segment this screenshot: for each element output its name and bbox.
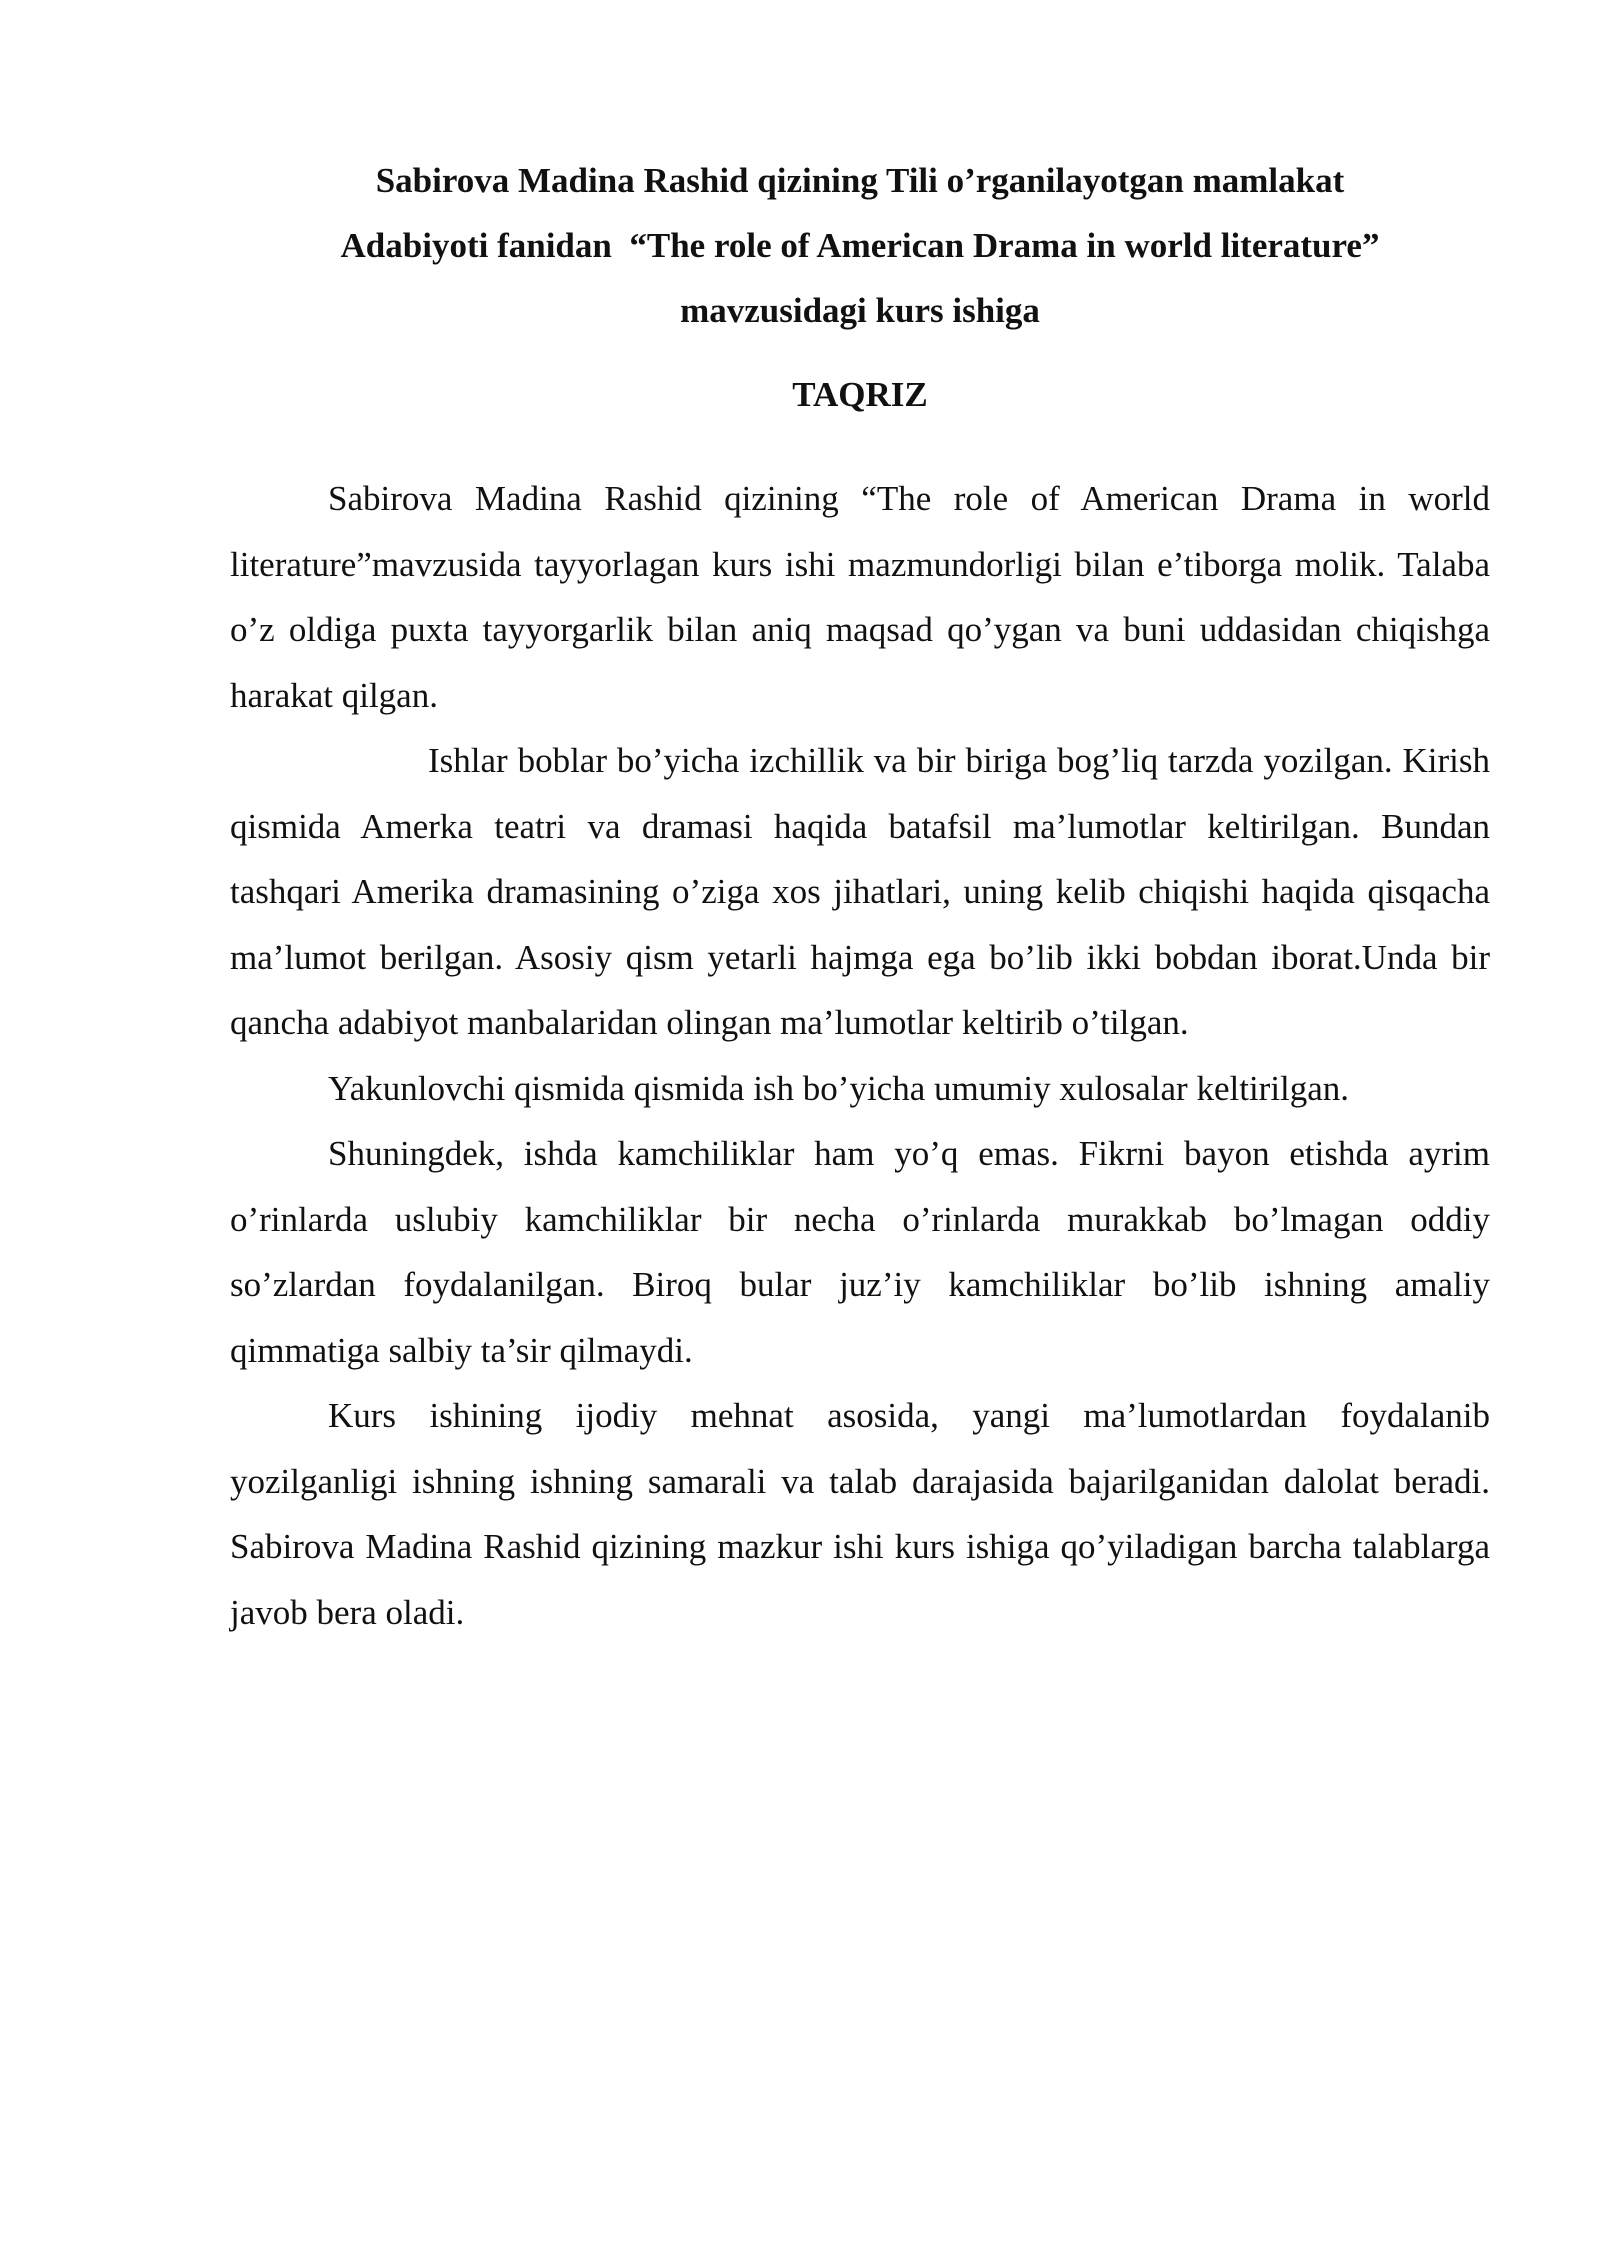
document-title: TAQRIZ bbox=[792, 375, 928, 414]
paragraph-conclusion: Yakunlovchi qismida qismida ish bo’yicha umumiy xulosalar keltirilgan. bbox=[328, 1068, 1350, 1108]
document-heading bbox=[230, 148, 1490, 343]
paragraph-intro: Sabirova Madina Rashid qizining “The role of American Drama in world literature”mavzusida tayyorlagan kurs ishi mazmundorligi bilan e’tiborga molik. Talaba o’z oldiga puxta tayyorgarlik bilan aniq maqsad qo’ygan va buni uddasidan chiqishga harakat qilgan. bbox=[230, 479, 1490, 715]
heading-line-3: mavzusidagi kurs ishiga bbox=[680, 291, 1040, 330]
paragraph-verdict: Kurs ishining ijodiy mehnat asosida, yangi ma’lumotlardan foydalanib yozilganligi ishning ishning samarali va talab darajasida bajarilganidan dalolat beradi. Sabirova Madina Rashid qizining mazkur ishi kurs ishiga qo’yiladigan barcha talablarga javob bera oladi. bbox=[230, 1396, 1490, 1632]
heading-line-2: Adabiyoti fanidan “The role of American Drama in world literature” bbox=[340, 226, 1380, 265]
paragraph-structure: Ishlar boblar bo’yicha izchillik va bir biriga bog’liq tarzda yozilgan. Kirish qismida Amerka teatri va dramasi haqida batafsil ma’lumotlar keltirilgan. Bundan tashqari Amerika dramasining o’ziga xos jihatlari, uning kelib chiqishi haqida qisqacha ma’lumot berilgan. Asosiy qism yetarli hajmga ega bo’lib ikki bobdan iborat.Unda bir qancha adabiyot manbalaridan olingan ma’lumotlar keltirib o’tilgan. bbox=[230, 741, 1490, 1042]
heading-line-1: Sabirova Madina Rashid qizining Tili o’rganilayotgan mamlakat bbox=[375, 161, 1345, 200]
paragraph-shortcomings: Shuningdek, ishda kamchiliklar ham yo’q emas. Fikrni bayon etishda ayrim o’rinlarda uslubiy kamchiliklar bir necha o’rinlarda murakkab bo’lmagan oddiy so’zlardan foydalanilgan. Biroq bular juz’iy kamchiliklar bo’lib ishning amaliy qimmatiga salbiy ta’sir qilmaydi. bbox=[230, 1134, 1490, 1370]
document-body bbox=[230, 466, 1490, 1645]
